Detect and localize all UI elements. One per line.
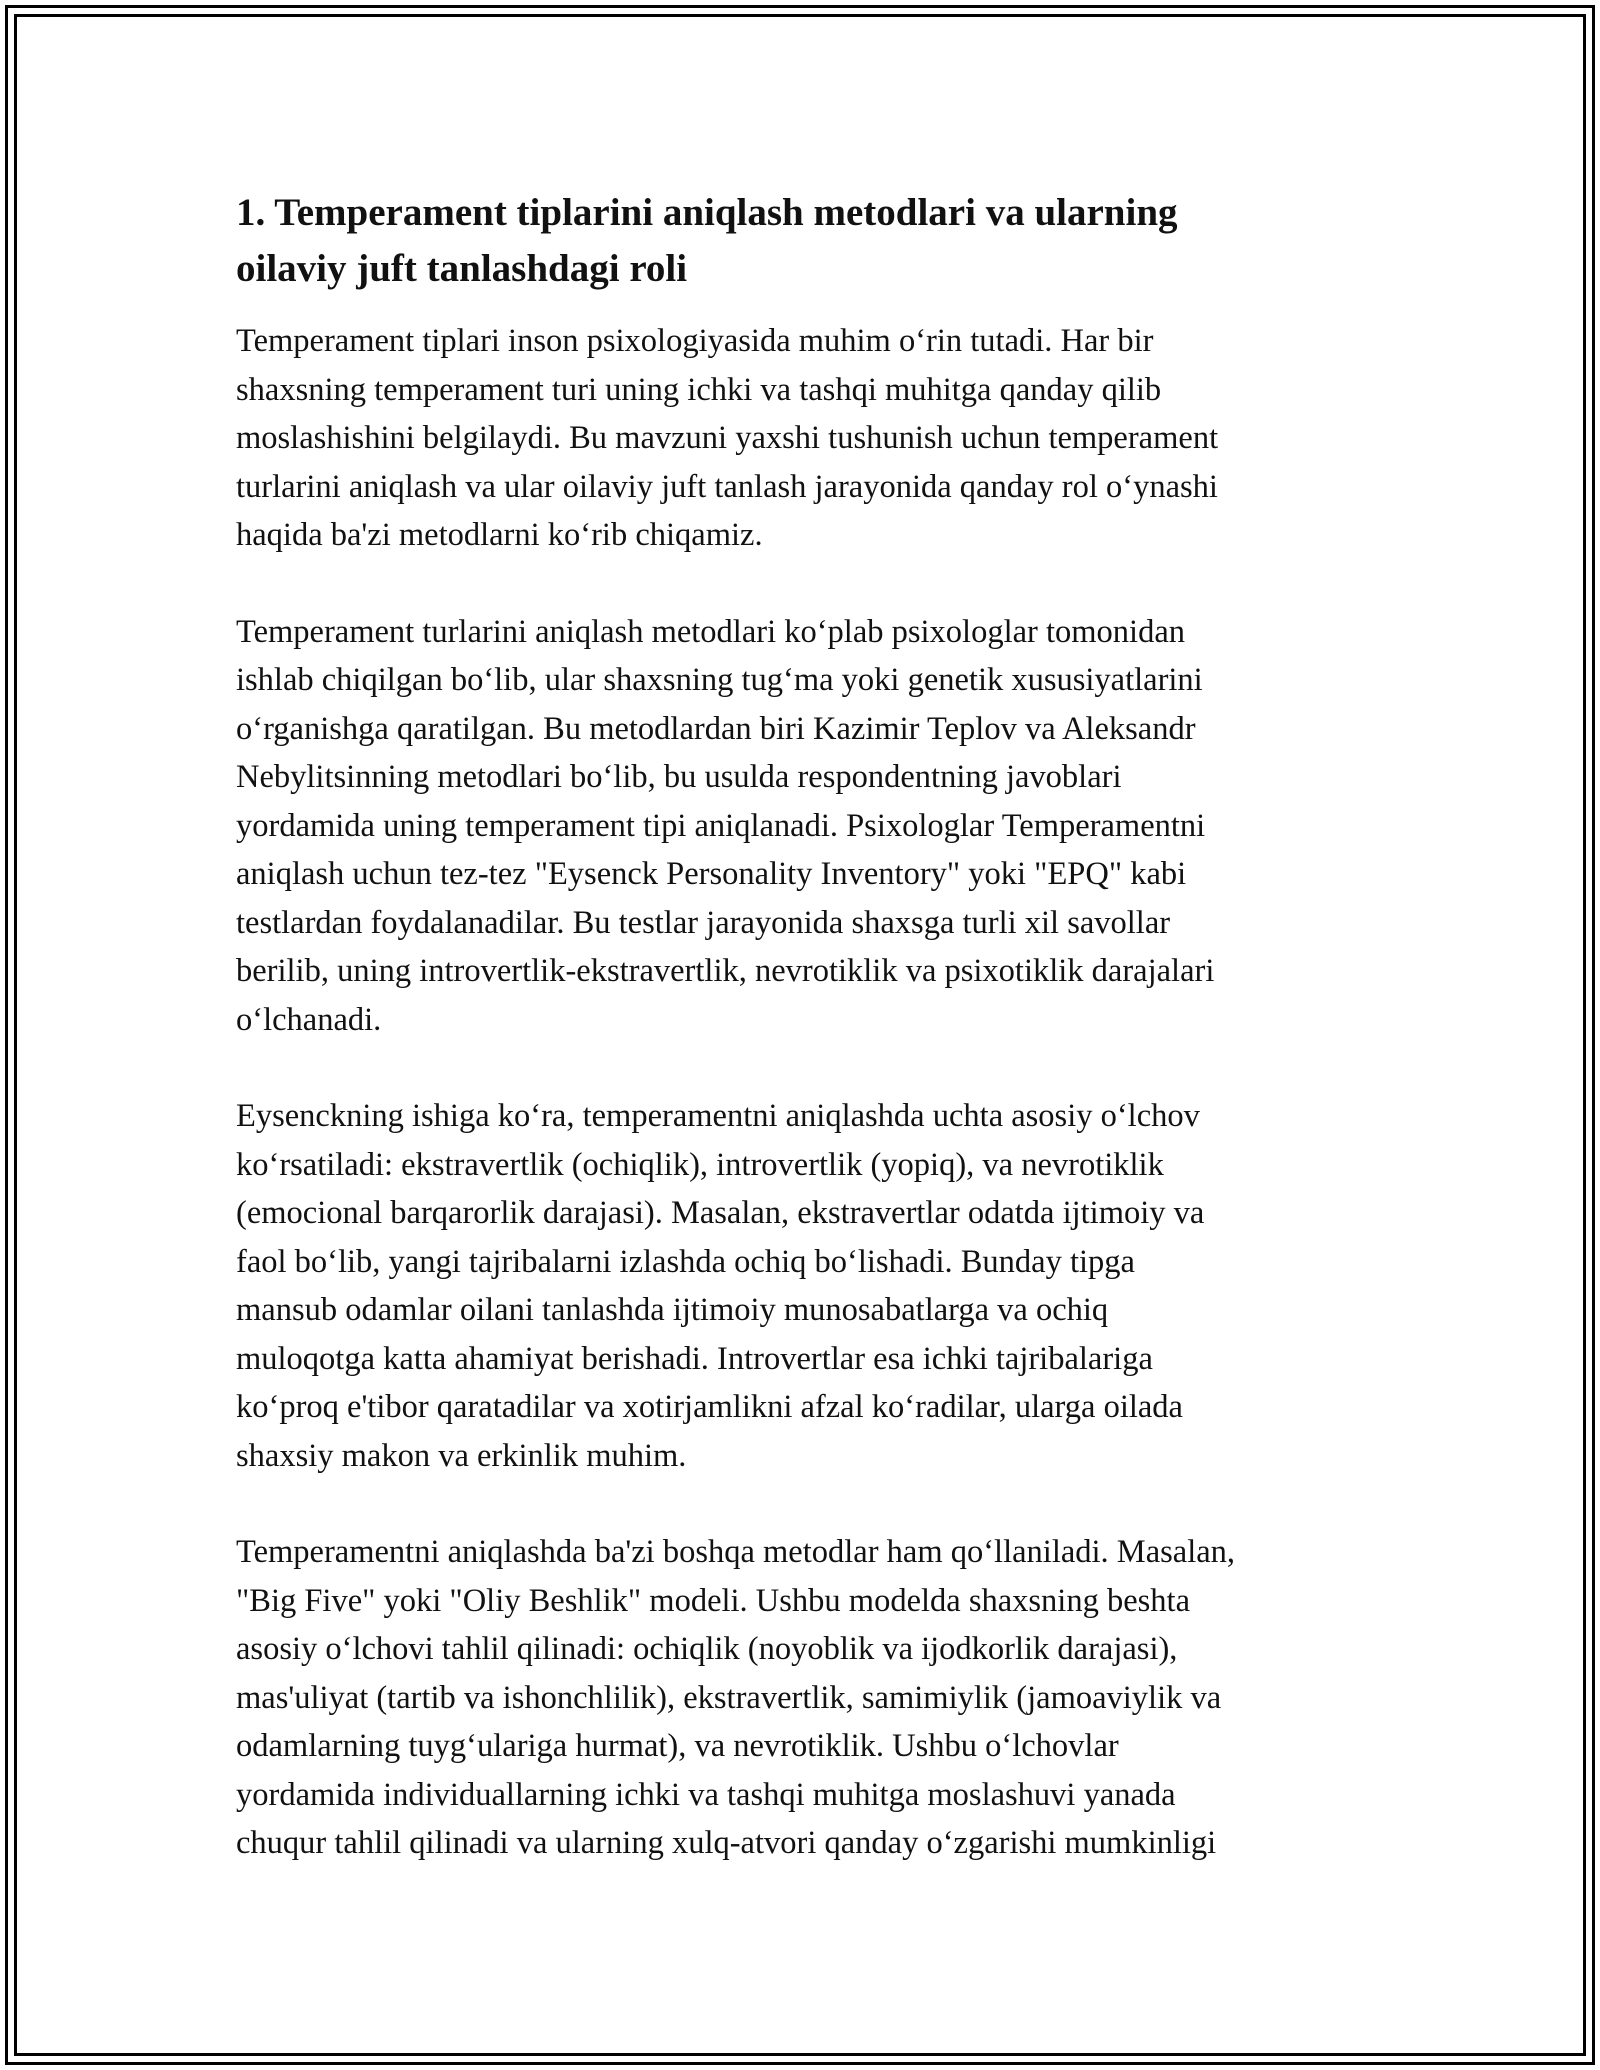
text-line: (emocional barqarorlik darajasi). Masalan, ekstravertlar odatda ijtimoiy va <box>236 1195 1205 1231</box>
text-line: ko‘proq e'tibor qaratadilar va xotirjamlikni afzal ko‘radilar, ularga oilada <box>236 1389 1183 1425</box>
paragraph-big-five <box>236 1528 1386 1868</box>
text-line: shaxsning temperament turi uning ichki va tashqi muhitga qanday qilib <box>236 371 1162 408</box>
text-line: haqida ba'zi metodlarni ko‘rib chiqamiz. <box>236 517 763 553</box>
text-line: mas'uliyat (tartib va ishonchlilik), ekstravertlik, samimiylik (jamoaviylik va <box>236 1679 1222 1716</box>
text-line: yordamida uning temperament tipi aniqlanadi. Psixologlar Temperamentni <box>236 807 1206 844</box>
text-line: Temperamentni aniqlashda ba'zi boshqa metodlar ham qo‘llaniladi. Masalan, <box>236 1534 1236 1570</box>
paragraph-intro <box>236 317 1386 560</box>
heading-line: 1. Temperament tiplarini aniqlash metodlari va ularning <box>236 191 1178 234</box>
paragraph-eysenck <box>236 1092 1386 1480</box>
text-line: Temperament turlarini aniqlash metodlari ko‘plab psixologlar tomonidan <box>236 613 1186 650</box>
text-line: shaxsiy makon va erkinlik muhim. <box>236 1437 687 1474</box>
text-line: Eysenckning ishiga ko‘ra, temperamentni aniqlashda uchta asosiy o‘lchov <box>236 1098 1200 1134</box>
text-line: ishlab chiqilgan bo‘lib, ular shaxsning tug‘ma yoki genetik xususiyatlarini <box>236 662 1203 698</box>
heading-line: oilaviy juft tanlashdagi roli <box>236 247 688 290</box>
text-line: "Big Five" yoki "Oliy Beshlik" modeli. Ushbu modelda shaxsning beshta <box>236 1582 1190 1619</box>
text-line: moslashishini belgilaydi. Bu mavzuni yaxshi tushunish uchun temperament <box>236 420 1219 456</box>
paragraph-methods <box>236 608 1386 1045</box>
text-line: faol bo‘lib, yangi tajribalarni izlashda ochiq bo‘lishadi. Bunday tipga <box>236 1243 1135 1280</box>
text-line: testlardan foydalanadilar. Bu testlar jarayonida shaxsga turli xil savollar <box>236 904 1171 941</box>
text-line: yordamida individuallarning ichki va tashqi muhitga moslashuvi yanada <box>236 1776 1176 1813</box>
text-line: turlarini aniqlash va ular oilaviy juft tanlash jarayonida qanday rol o‘ynashi <box>236 468 1218 505</box>
section-heading <box>236 185 1386 297</box>
text-line: odamlarning tuyg‘ulariga hurmat), va nevrotiklik. Ushbu o‘lchovlar <box>236 1728 1119 1764</box>
document-body <box>236 185 1386 1916</box>
text-line: asosiy o‘lchovi tahlil qilinadi: ochiqlik (noyoblik va ijodkorlik darajasi), <box>236 1631 1178 1667</box>
text-line: chuqur tahlil qilinadi va ularning xulq-atvori qanday o‘zgarishi mumkinligi <box>236 1825 1217 1861</box>
text-line: mansub odamlar oilani tanlashda ijtimoiy munosabatlarga va ochiq <box>236 1292 1109 1328</box>
text-line: berilib, uning introvertlik-ekstravertlik, nevrotiklik va psixotiklik darajalari <box>236 953 1215 989</box>
text-line: Nebylitsinning metodlari bo‘lib, bu usulda respondentning javoblari <box>236 759 1122 795</box>
text-line: Temperament tiplari inson psixologiyasida muhim o‘rin tutadi. Har bir <box>236 323 1154 359</box>
text-line: o‘rganishga qaratilgan. Bu metodlardan biri Kazimir Teplov va Aleksandr <box>236 710 1196 747</box>
text-line: o‘lchanadi. <box>236 1001 382 1038</box>
text-line: aniqlash uchun tez-tez "Eysenck Personality Inventory" yoki "EPQ" kabi <box>236 856 1187 892</box>
text-line: muloqotga katta ahamiyat berishadi. Introvertlar esa ichki tajribalariga <box>236 1340 1153 1377</box>
text-line: ko‘rsatiladi: ekstravertlik (ochiqlik), introvertlik (yopiq), va nevrotiklik <box>236 1146 1164 1183</box>
